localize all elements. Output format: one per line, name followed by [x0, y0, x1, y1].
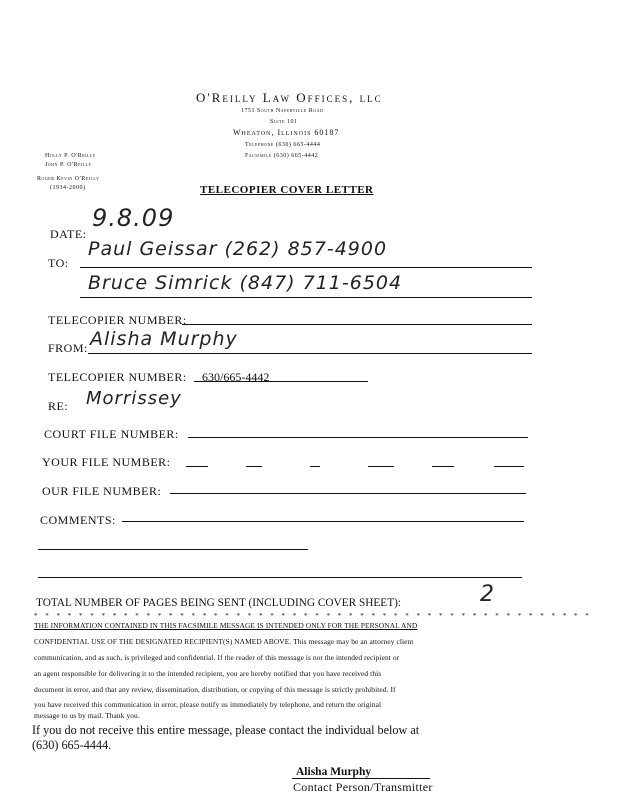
comments-label: COMMENTS:	[40, 513, 116, 527]
contact-role: Contact Person/Transmitter	[293, 780, 433, 794]
from-telecopier-label: TELECOPIER NUMBER:	[48, 370, 187, 384]
your-file-label: YOUR FILE NUMBER:	[42, 455, 171, 469]
your-file-dash-3	[310, 466, 320, 467]
facsimile: Facsimile (630) 665-4442	[245, 153, 319, 159]
comments-rule-3	[38, 577, 522, 578]
our-file-rule	[170, 493, 526, 494]
notice-line1: THE INFORMATION CONTAINED IN THIS FACSIMILE MESSAGE IS INTENDED ONLY FOR THE PERSONAL AND	[34, 621, 418, 630]
notice-line4: an agent responsible for delivering it to the intended recipient, you are hereby notified that you have received this	[34, 669, 382, 678]
firm-name: O'Reilly Law Offices, llc	[196, 90, 383, 105]
notice-line5: document in error, and that any review, dissemination, distribution, or copying of this message is strictly prohibited. If	[34, 685, 396, 694]
address-line2: Suite 101	[270, 119, 298, 125]
from-telecopier-value: 630/665-4442	[202, 370, 270, 384]
from-value: Alisha Murphy	[90, 328, 238, 350]
date-value: 9.8.09	[92, 204, 175, 232]
contact-text-1: If you do not receive this entire message, please contact the individual below at	[32, 723, 420, 737]
to-line1: Paul Geissar (262) 857-4900	[88, 238, 388, 260]
page-title: TELECOPIER COVER LETTER	[200, 184, 374, 196]
comments-rule-1	[122, 521, 524, 522]
notice-line2: CONFIDENTIAL USE OF THE DESIGNATED RECIPIENT(S) NAMED ABOVE. This message may be an attorney client	[34, 637, 414, 646]
your-file-dash-1	[186, 466, 208, 467]
from-label: FROM:	[48, 341, 88, 355]
telecopier-rule	[182, 324, 532, 325]
telephone: Telephone (630) 665-4444	[245, 142, 321, 148]
attorney-2: John P. O'Reilly	[45, 162, 92, 168]
comments-rule-2	[38, 549, 308, 550]
your-file-dash-4	[368, 466, 394, 467]
your-file-dash-2	[246, 466, 262, 467]
city-state: Wheaton, Illinois 60187	[233, 128, 340, 137]
court-file-rule	[188, 437, 528, 438]
date-label: DATE:	[50, 227, 87, 241]
telecopier-label: TELECOPIER NUMBER:	[48, 313, 187, 327]
to-line2-rule	[80, 297, 532, 298]
contact-text-2: (630) 665-4444.	[32, 738, 112, 752]
to-line1-rule	[80, 267, 532, 268]
notice-line3: communication, and as such, is privileged and confidential. If the reader of this message is not the intended recipient or	[34, 653, 400, 662]
contact-name-rule	[292, 778, 430, 779]
re-value: Morrissey	[86, 388, 182, 409]
from-telecopier-rule	[194, 381, 368, 382]
court-file-label: COURT FILE NUMBER:	[44, 427, 179, 441]
your-file-dash-6	[494, 466, 524, 467]
re-label: RE:	[48, 399, 69, 413]
to-line2: Bruce Simrick (847) 711-6504	[88, 272, 403, 294]
notice-stars: * * * * * * * * * * * * * * * * * * * * * * * * * * * * * * * * * * * * * * * * * * * * * * * * * *	[34, 612, 592, 620]
your-file-dash-5	[432, 466, 454, 467]
attorney-3: Roger Kevin O'Reilly	[37, 176, 100, 182]
our-file-label: OUR FILE NUMBER:	[42, 484, 162, 498]
total-pages-value: 2	[480, 582, 495, 607]
contact-name: Alisha Murphy	[296, 766, 372, 778]
total-pages-label: TOTAL NUMBER OF PAGES BEING SENT (INCLUDING COVER SHEET):	[36, 597, 401, 609]
notice-line6: you have received this communication in error, please notify us immediately by telephone, and return the original	[34, 700, 382, 709]
address-line1: 1751 South Naperville Road	[241, 108, 324, 114]
attorney-1: Holly P. O'Reilly	[45, 153, 96, 159]
attorney-3-years: (1934-2000)	[50, 185, 86, 191]
to-label: TO:	[48, 256, 69, 270]
from-rule	[88, 353, 532, 354]
notice-line7: message to us by mail. Thank you.	[34, 711, 140, 720]
